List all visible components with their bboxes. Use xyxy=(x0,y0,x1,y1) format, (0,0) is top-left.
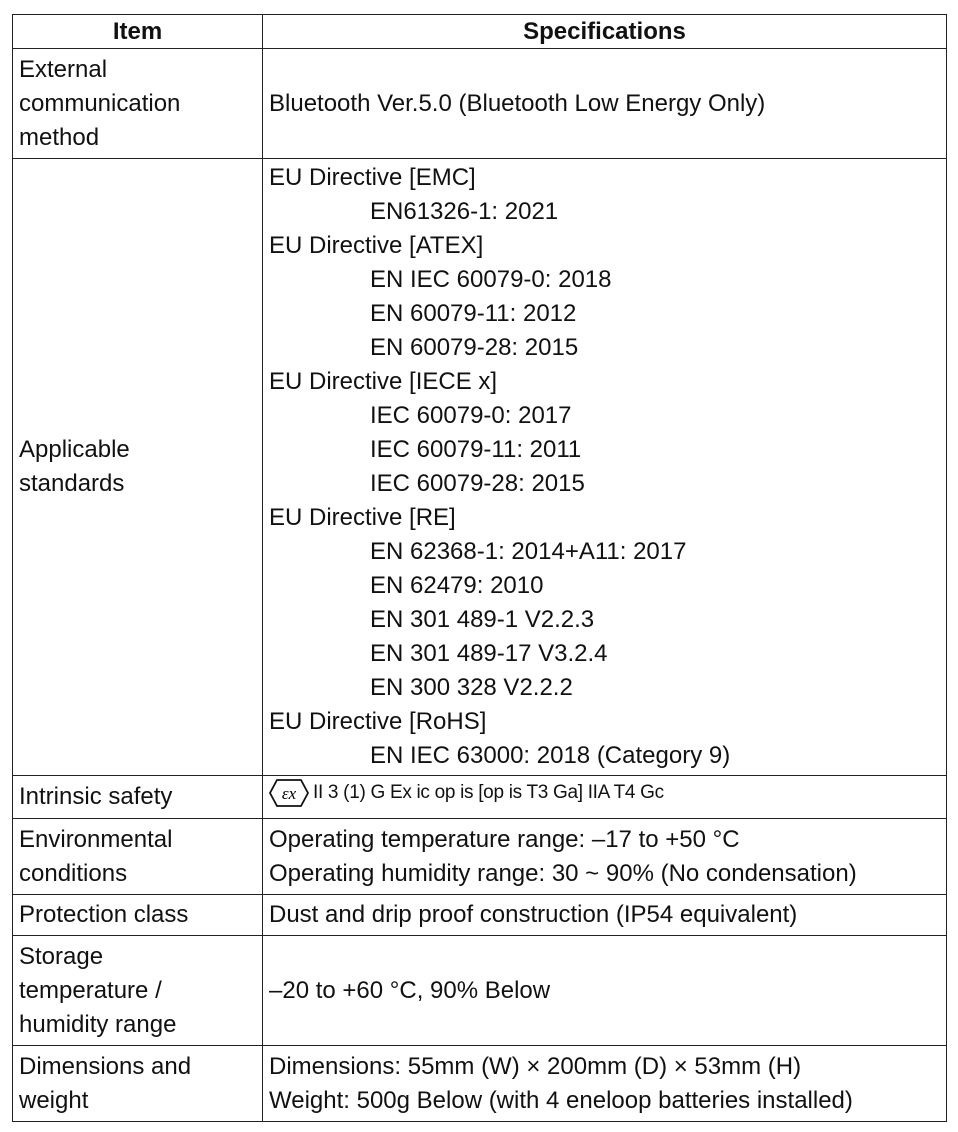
spec-cell: Bluetooth Ver.5.0 (Bluetooth Low Energy Only) xyxy=(263,49,947,159)
table-row-dimensions xyxy=(13,1046,947,1122)
spec-cell xyxy=(263,819,947,895)
item-cell xyxy=(13,49,263,159)
item-line: standards xyxy=(19,470,125,497)
standard-item: EN 62479: 2010 xyxy=(370,572,544,599)
specs-header: Specifications xyxy=(263,15,947,49)
item-header: Item xyxy=(13,15,263,49)
standard-item: EN 60079-11: 2012 xyxy=(370,300,577,327)
spec-cell: Dust and drip proof construction (IP54 equivalent) xyxy=(263,895,947,936)
table-row-environmental xyxy=(13,819,947,895)
spec-cell: –20 to +60 °C, 90% Below xyxy=(263,936,947,1046)
item-line: humidity range xyxy=(19,1010,177,1038)
directive-title: EU Directive [EMC] xyxy=(269,164,476,191)
item-line: Storage xyxy=(19,942,104,970)
table-row-intrinsic-safety xyxy=(13,776,947,819)
item-line: Environmental xyxy=(19,825,173,853)
header-row xyxy=(13,15,947,49)
spec-table xyxy=(12,14,947,1122)
directive-title: EU Directive [RoHS] xyxy=(269,708,487,735)
standard-item: IEC 60079-0: 2017 xyxy=(370,402,572,429)
spec-line: Operating humidity range: 30 ~ 90% (No condensation) xyxy=(269,859,857,887)
standard-item: EN 62368-1: 2014+A11: 2017 xyxy=(370,538,687,565)
item-line: External xyxy=(19,55,108,83)
marking-text: II 3 (1) G Ex ic op is [op is T3 Ga] IIA T4 Gc xyxy=(313,782,664,803)
item-line: conditions xyxy=(19,859,128,887)
spec-line: Operating temperature range: –17 to +50 °C xyxy=(269,825,740,853)
item-line: communication xyxy=(19,89,181,117)
standard-item: EN 60079-28: 2015 xyxy=(370,334,579,361)
standard-item: EN IEC 60079-0: 2018 xyxy=(370,266,612,293)
table-row-standards xyxy=(13,159,947,776)
spec-cell xyxy=(263,159,947,776)
directive-title: EU Directive [ATEX] xyxy=(269,232,484,259)
spec-cell xyxy=(263,776,947,819)
ex-marking xyxy=(269,776,664,810)
item-line: method xyxy=(19,123,100,151)
item-cell xyxy=(13,819,263,895)
standard-item: EN 300 328 V2.2.2 xyxy=(370,674,573,701)
item-cell xyxy=(13,159,263,776)
item-line: Applicable xyxy=(19,436,130,463)
ex-symbol-text: εx xyxy=(281,784,297,803)
standard-item: IEC 60079-11: 2011 xyxy=(370,436,582,463)
table-row-storage xyxy=(13,936,947,1046)
directive-title: EU Directive [RE] xyxy=(269,504,456,531)
spec-line: Dimensions: 55mm (W) × 200mm (D) × 53mm (H) xyxy=(269,1052,802,1080)
item-line: weight xyxy=(19,1086,89,1114)
item-cell xyxy=(13,936,263,1046)
item-cell: Intrinsic safety xyxy=(13,776,263,819)
standard-item: IEC 60079-28: 2015 xyxy=(370,470,585,497)
standard-item: EN IEC 63000: 2018 (Category 9) xyxy=(370,742,731,769)
ex-hexagon-icon xyxy=(269,778,309,808)
item-cell: Protection class xyxy=(13,895,263,936)
item-cell xyxy=(13,1046,263,1122)
spec-line: Weight: 500g Below (with 4 eneloop batteries installed) xyxy=(269,1086,853,1114)
standard-item: EN 301 489-1 V2.2.3 xyxy=(370,606,595,633)
table-row-communication xyxy=(13,49,947,159)
standard-item: EN61326-1: 2021 xyxy=(370,198,559,225)
spec-cell xyxy=(263,1046,947,1122)
standard-item: EN 301 489-17 V3.2.4 xyxy=(370,640,608,667)
table-row-protection xyxy=(13,895,947,936)
item-line: Dimensions and xyxy=(19,1052,192,1080)
directive-title: EU Directive [IECE x] xyxy=(269,368,498,395)
item-line: temperature / xyxy=(19,976,162,1004)
